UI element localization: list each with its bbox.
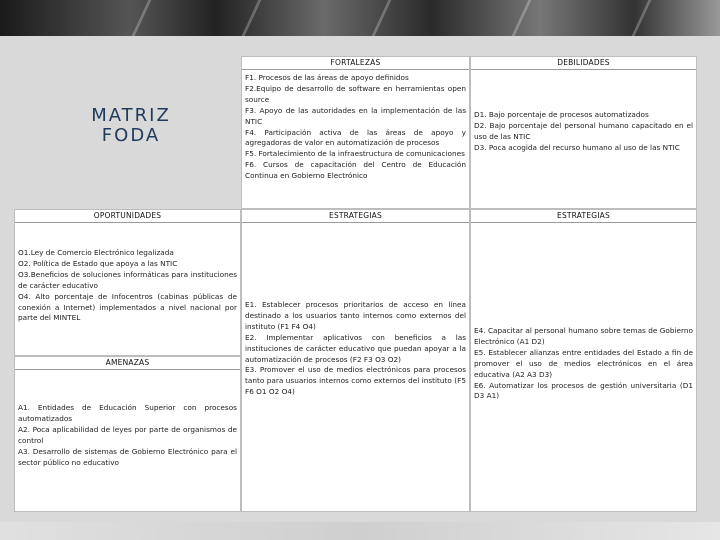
debilidades-cell: [470, 56, 697, 209]
banner-ray: [632, 0, 652, 36]
oportunidades-list: [18, 248, 237, 324]
fortaleza-item: F5. Fortalecimiento de la infraestructura de comunicaciones: [245, 149, 465, 159]
oportunidad-item: O3.Beneficios de soluciones informáticas para instituciones de carácter educativo: [18, 269, 237, 290]
banner-ray: [132, 0, 152, 36]
estrategia-item: E4. Capacitar al personal humano sobre temas de Gobierno Electrónico (A1 D2): [474, 326, 693, 346]
fortaleza-item: F2.Equipo de desarrollo de software en herramientas open source: [245, 83, 466, 104]
fortalezas-header: FORTALEZAS: [242, 57, 469, 70]
fortalezas-list: [245, 73, 466, 182]
oportunidad-item: O1.Ley de Comercio Electrónico legalizada: [18, 248, 174, 257]
estrategia-item: E1. Establecer procesos prioritarios de acceso en línea destinado a los usuarios tanto internos como externos del instituto (F1 F4 O4): [245, 300, 466, 331]
amenazas-header: AMENAZAS: [15, 357, 240, 370]
fortaleza-item: F4. Participación activa de las áreas de apoyo y agregadoras de valor en automatización de procesos: [245, 127, 466, 148]
debilidades-header: DEBILIDADES: [471, 57, 696, 70]
title-line-2: FODA: [101, 125, 161, 146]
estrategias-do-cell: [470, 209, 697, 512]
fortaleza-item: F6. Cursos de capacitación del Centro de Educación Continua en Gobierno Electrónico: [245, 160, 466, 181]
title-line-1: MATRIZ: [91, 105, 171, 126]
debilidad-item: D3. Poca acogida del recurso humano al uso de las NTIC: [474, 142, 680, 152]
amenaza-item: A1. Entidades de Educación Superior con procesos automatizados: [18, 403, 237, 423]
banner-ray: [512, 0, 532, 36]
estrategia-item: E2. Implementar aplicativos con beneficios a las instituciones de carácter educativo que puedan apoyar a la automatización de procesos (F2 F3 O3 O2): [245, 332, 466, 364]
estrategia-item: E5. Establecer alianzas entre entidades del Estado a fin de promover el uso de medios electrónicos en el área educativa (A2 A3 D3): [474, 347, 693, 379]
estrategias-fo-list: [245, 300, 466, 398]
estrategias-fo-cell: [241, 209, 470, 512]
banner-ray: [242, 0, 262, 36]
estrategia-item: E3. Promover el uso de medios electrónicos para procesos tanto para usuarios internos como externos del instituto (F5 F6 O1 O2 O4): [245, 365, 466, 397]
fortaleza-item: F3. Apoyo de las autoridades en la implementación de las NTIC: [245, 105, 466, 126]
oportunidades-cell: [14, 209, 241, 356]
oportunidad-item: O4. Alto porcentaje de Infocentros (cabinas públicas de conexión a Internet) implementados a nivel nacional por parte del MINTEL: [18, 291, 237, 323]
estrategias-do-header: ESTRATEGIAS: [471, 210, 696, 223]
oportunidades-header: OPORTUNIDADES: [15, 210, 240, 223]
top-decorative-banner: [0, 0, 720, 36]
amenaza-item: A2. Poca aplicabilidad de leyes por parte de organismos de control: [18, 424, 237, 445]
amenaza-item: A3. Desarrollo de sistemas de Gobierno Electrónico para el sector público no educativo: [18, 446, 237, 467]
amenazas-cell: [14, 356, 241, 512]
oportunidad-item: O2. Política de Estado que apoya a las NTIC: [18, 258, 178, 268]
fortalezas-cell: [241, 56, 470, 209]
page-title: [76, 106, 186, 146]
amenazas-list: [18, 403, 237, 468]
banner-ray: [372, 0, 392, 36]
fortaleza-item: F1. Procesos de las áreas de apoyo definidos: [245, 73, 409, 82]
debilidades-list: [474, 110, 693, 154]
estrategias-do-list: [474, 326, 693, 402]
debilidad-item: D1. Bajo porcentaje de procesos automatizados: [474, 110, 649, 119]
estrategias-fo-header: ESTRATEGIAS: [242, 210, 469, 223]
bottom-decorative-band: [0, 522, 720, 540]
estrategia-item: E6. Automatizar los procesos de gestión universitaria (D1 D3 A1): [474, 380, 693, 401]
debilidad-item: D2. Bajo porcentaje del personal humano capacitado en el uso de las NTIC: [474, 120, 693, 141]
